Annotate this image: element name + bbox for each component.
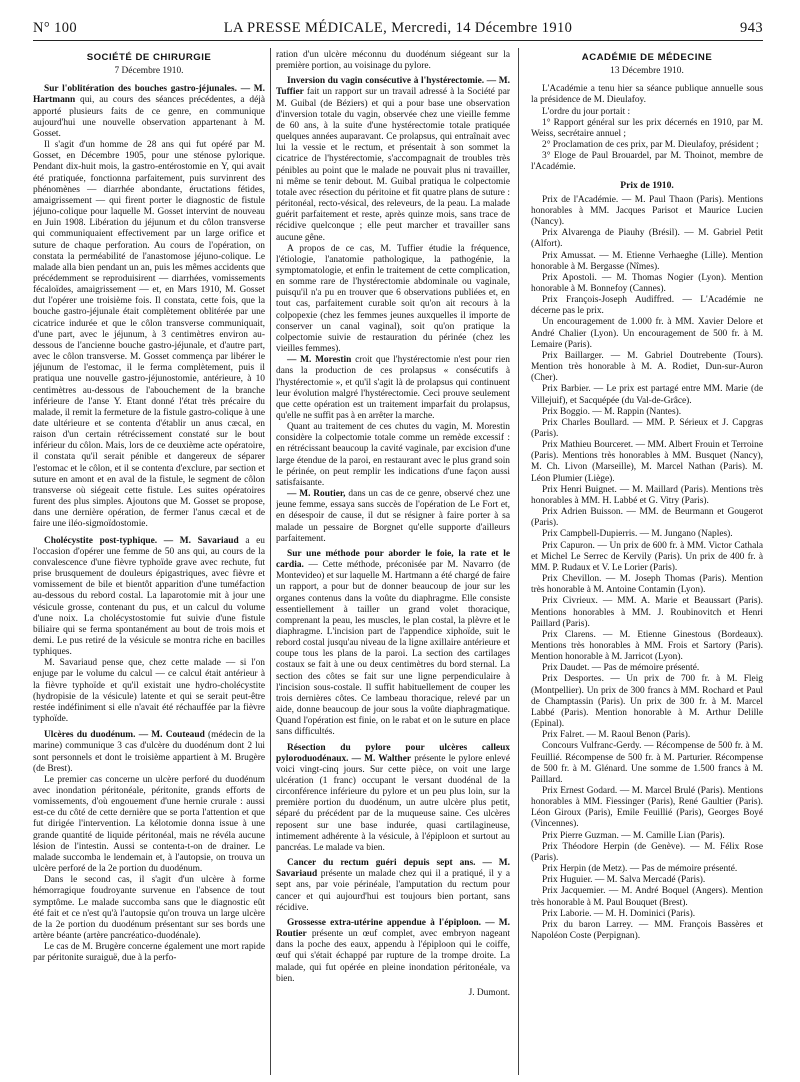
article-paragraph: Quant au traitement de ces chutes du vagin, M. Morestin considère la colpectomie totale comme un remède excessif : en rétrécissant beaucoup la cavité vaginale, par excision d'une large étendue de la paroi, en restaurant avec le plus grand soin le périnée, on peut remplir les indications d'une façon aussi satisfaisante.: [276, 422, 510, 488]
prize-entry: Prix Apostoli. — M. Thomas Nogier (Lyon). Mention honorable à M. Bonnefoy (Cannes).: [531, 272, 763, 294]
article-paragraph: Le cas de M. Brugère concerne également une mort rapide par péritonite suraiguë, due à la perfo-: [33, 942, 265, 964]
article-paragraph: Inversion du vagin consécutive à l'hystérectomie. — M. Tuffier fait un rapport sur un travail adressé à la Société par M. Guibal (de Béziers) et qui a pour base une observation d'inversion totale du vagin, observée chez une vieille femme de 60 ans, à la suite d'une hystérectomie totale pratiquée quelques années auparavant. Ce prolapsus, qui entraînait avec lui la vessie et le rectum, et présentait à son sommet la cicatrice de l'hystérectomie, s'accompagnait de troubles très pénibles au point que le malade ne pouvait plus ni travailler, ni même se tenir debout. M. Guibal pratiqua le colpectomie totale avec résection du péritoine et fit quatre plans de suture : péritonéal, recto-vésical, des releveurs, de la peau. La malade guérit parfaitement et reste, après quinze mois, sans trace de récidive quelconque ; elle peut marcher et travailler sans aucune gêne.: [276, 76, 510, 243]
article-title: — M. Morestin: [287, 355, 352, 366]
article-paragraph: Résection du pylore pour ulcères calleux pyloroduodénaux. — M. Walther présente le pylore enlevé voici vingt-cinq jours. Sur cette pièce, on voit une large ulcération (1 franc) occupant le versant duodénal de la circonférence inférieure du pylore et un peu plus loin, sur la première portion du duodénum, un autre ulcère plus petit, séparé du précédent par de la muqueuse saine. Ces ulcères reposent sur une base indurée, quasi cartilagineuse, intimement adhérente à la vésicule, à l'épiploon et surtout au pancréas. Le malade va bien.: [276, 742, 510, 853]
agenda-item: 2° Proclamation de ces prix, par M. Dieulafoy, président ;: [542, 140, 759, 151]
prize-entry: Prix Clarens. — M. Etienne Ginestous (Bordeaux). Mentions très honorables à MM. Frois et Sartory (Paris). Mention honorable à M. Jarricot (Lyon).: [531, 629, 763, 663]
article-paragraph: — M. Routier, dans un cas de ce genre, observé chez une jeune femme, essaya sans succès de l'opération de Le Fort et, en désespoir de cause, il dut se résigner à faire porter à sa malade un pessaire de Borgnet qu'elle supporte d'ailleurs parfaitement.: [276, 489, 510, 544]
prize-entry: Prix Alvarenga de Piauhy (Brésil). — M. Gabriel Petit (Alfort).: [531, 228, 763, 250]
prize-entry: Prix Baillarger. — M. Gabriel Doutrebente (Tours). Mention très honorable à M. A. Rodiet, Dun-sur-Auron (Cher).: [531, 350, 763, 384]
prize-entry: Prix Chevillon. — M. Joseph Thomas (Paris). Mention très honorable à M. Antoine Contamin (Lyon).: [531, 574, 763, 596]
column-1: [33, 50, 265, 1075]
prize-entry: Prix François-Joseph Audiffred. — L'Académie ne décerne pas le prix.: [531, 295, 763, 317]
prize-entry: Prix Henri Buignet. — M. Maillard (Paris). Mentions très honorables à MM. H. Labbé et G. Vitry (Paris).: [531, 484, 763, 506]
prize-entry: Prix Barbier. — Le prix est partagé entre MM. Marie (de Villejuif), et Sacquépée (du Val-de-Grâce).: [531, 384, 763, 406]
article-title: Ulcères du duodénum. — M. Couteaud: [44, 730, 205, 741]
article-title: Cancer du rectum guéri depuis sept ans. — M. Savariaud: [276, 858, 510, 880]
prize-entry: Prix Mathieu Bourceret. — MM. Albert Frouin et Terroine (Paris). Mentions très honorables à MM. Busquet (Nancy), M. Ch. Livon (Marseille), M. Marcel Nathan (Paris). M. Léon Plumier (Liège).: [531, 440, 763, 484]
article-paragraph: Grossesse extra-utérine appendue à l'épiploon. — M. Routier présente un œuf complet, avec embryon nageant dans la poche des eaux, appendu à l'épiploon qui le coiffe, œuf qui s'était échappé par rupture de la trompe droite. La malade, qui fut opérée en pleine inondation péritonéale, va bien.: [276, 917, 510, 984]
prize-entry: Prix Huguier. — M. Salva Mercadé (Paris).: [542, 875, 706, 886]
article-title: Sur l'oblitération des bouches gastro-jéjunales. — M. Hartmann: [33, 84, 265, 106]
article-paragraph: Sur l'oblitération des bouches gastro-jéjunales. — M. Hartmann qui, au cours des séances précédentes, a déjà apporté plusieurs faits de ce genre, en communique aujourd'hui une nouvelle observation appartenant à M. Gosset.: [33, 84, 265, 139]
prize-entry: Prix Falret. — M. Raoul Benon (Paris).: [542, 730, 691, 741]
article-title: Sur une méthode pour aborder le foie, la rate et le cardia.: [276, 548, 510, 571]
prize-entry: Concours Vulfranc-Gerdy. — Récompense de 500 fr. à M. Feuillié. Récompense de 500 fr. à M. Parturier. Récompense de 500 fr. à M. Glénard. Une somme de 1.500 francs à M. Paillard.: [531, 741, 763, 785]
prize-entry: Prix Campbell-Dupierris. — M. Jungano (Naples).: [542, 529, 733, 540]
article-title: Résection du pylore pour ulcères calleux pyloroduodénaux. — M. Walther: [276, 742, 510, 764]
column-divider-1: [270, 48, 271, 1075]
column-3: [531, 50, 763, 1075]
article-paragraph: Cancer du rectum guéri depuis sept ans. — M. Savariaud présente un malade chez qui il a pratiqué, il y a sept ans, par voie périnéale, l'amputation du rectum pour cancer et qui aujourd'hui est toujours bien portant, sans récidive.: [276, 858, 510, 913]
article-paragraph: Dans le second cas, il s'agit d'un ulcère à forme hémorragique foudroyante survenue en l'absence de tout symptôme. Le malade succomba sans que le diagnostic eût été fait et ce n'est qu'à l'autopsie qu'on trouva un large ulcère de la 2e portion du duodénum présentant sur ses bords une artère béante (artère pancréatico-duodénale).: [33, 875, 265, 942]
prize-entry: Prix de l'Académie. — M. Paul Thaon (Paris). Mentions honorables à MM. Jacques Parisot et Maurice Lucien (Nancy).: [531, 194, 763, 228]
agenda-item: 1° Rapport général sur les prix décernés en 1910, par M. Weiss, secrétaire annuel ;: [531, 117, 763, 139]
author-signature: J. Dumont.: [468, 987, 510, 998]
prize-entry: Prix Desportes. — Un prix de 700 fr. à M. Fleig (Montpellier). Un prix de 300 francs à MM. Rochard et Paul de Champtassin (Paris). Un prix de 300 fr. à M. Marcel Labbé (Paris). Mention honorable à M. Arthur Delille (Epinal).: [531, 674, 763, 730]
header-rule: [33, 40, 763, 41]
article-paragraph: — M. Morestin croit que l'hystérectomie n'est pour rien dans la production de ces prolapsus « consécutifs à l'hystérectomie », et qu'il s'agit là de prolapsus qui continuent leur évolution malgré l'hystérectomie. Ceci prouve seulement que cette opération est un traitement imparfait du prolapsus, qu'elle ne suffit pas à en arrêter la marche.: [276, 355, 510, 421]
article-paragraph: Cholécystite post-typhique. — M. Savariaud a eu l'occasion d'opérer une femme de 50 ans qui, au cours de la convalescence d'une fièvre typhoïde grave avec rechute, fut prise brusquement de douleurs épigastriques, avec fièvre et vomissement de bile et bientôt apparition d'une tuméfaction au-dessous du rebord costal. La laparotomie mit à jour une vésicule grosse, contenant du pus, et un calcul du volume d'une noix. La cholécystostomie fut suivie d'une fistule biliaire qui se ferma spontanément au bout de trois mois et demi. Le pus retiré de la vésicule se montra riche en bacilles typhiques.: [33, 535, 265, 658]
prize-entry: Prix Jacquemier. — M. André Boquel (Angers). Mention très honorable à M. Paul Bouquet (Brest).: [531, 886, 763, 908]
page-number: 943: [740, 20, 763, 36]
column-2: [276, 50, 510, 1075]
article-paragraph: Ulcères du duodénum. — M. Couteaud (médecin de la marine) communique 3 cas d'ulcère du duodénum dont 2 lui sont personnels et dont le troisième appartient à M. Brugère (de Brest).: [33, 730, 265, 774]
section-date: 13 Décembre 1910.: [610, 66, 684, 77]
issue-number: N° 100: [33, 20, 78, 36]
prize-entry: Prix Théodore Herpin (de Genève). — M. Félix Rose (Paris).: [531, 841, 763, 863]
column-divider-2: [518, 48, 519, 1075]
article-title: Inversion du vagin consécutive à l'hystérectomie. — M. Tuffier: [276, 76, 510, 98]
article-title: — M. Routier,: [287, 489, 346, 500]
article-paragraph: Sur une méthode pour aborder le foie, la rate et le cardia. — Cette méthode, préconisée par M. Navarro (de Montevideo) et sur laquelle M. Hartmann a été chargé de faire un rapport, a pour but de donner beaucoup de jour sur les organes contenus dans la voûte du diaphragme. Elle consiste essentiellement à tailler un grand volet thoracique, comprenant la peau, les muscles, le plan costal, la plèvre et le diaphragme. L'incision part de l'appendice xiphoïde, suit le rebord costal jusqu'au niveau de la ligne axillaire antérieure et coupe tous les plans de la paroi. La section des cartilages costaux se fait à une ou deux centimètres du bord sternal. La section des côtes se fait sur une ligne perpendiculaire à l'incision sous-costale. Il suffit habituellement de couper les trois dernières côtes. Ce lambeau thoracique, relevé par un aide, donne beaucoup de jour sous la voûte diaphragmatique. Quand l'opération est finie, on le rabat et on le suture en place sans difficultés.: [276, 548, 510, 738]
prize-entry: Prix Daudet. — Pas de mémoire présenté.: [542, 663, 700, 674]
prize-entry: Prix du baron Larrey. — MM. François Bassères et Napoléon Coste (Perpignan).: [531, 919, 763, 942]
prize-entry: Prix Pierre Guzman. — M. Camille Lian (Paris).: [542, 830, 725, 841]
prizes-title: Prix de 1910.: [620, 179, 674, 191]
prize-entry: Prix Boggio. — M. Rappin (Nantes).: [542, 406, 682, 417]
prize-entry: Prix Ernest Godard. — M. Marcel Brulé (Paris). Mentions honorables à MM. Fiessinger (Paris), René Gaultier (Paris). Léon Giroux (Paris), Emile Feuillié (Paris), Georges Boyé (Vincennes).: [531, 786, 763, 830]
prize-entry: Prix Herpin (de Metz). — Pas de mémoire présenté.: [542, 864, 738, 875]
article-paragraph: M. Savariaud pense que, chez cette malade — si l'on enjuge par le volume du calcul — ce calcul était antérieur à la fièvre typhoïde et qu'il existait une hydro-cholécystite (hydropisie de la vésicule) latente et qui se serait peut-être restée indéfiniment si elle n'avait été réchauffée par la fièvre typhoïde.: [33, 658, 265, 725]
article-title: Grossesse extra-utérine appendue à l'épiploon. — M. Routier: [276, 917, 510, 940]
prize-entry: Prix Amussat. — M. Etienne Verhaeghe (Lille). Mention honorable à M. Bergasse (Nîmes).: [531, 250, 763, 272]
article-paragraph: Le premier cas concerne un ulcère perforé du duodénum avec inondation péritonéale, péritonite, grands efforts de vomissements, d'où engouement d'une hernie crurale : aussi est-ce du côté de cette dernière que se porta l'attention et que fut dirigée l'intervention. La kélotomie donna issue à une grande quantité de liquide péritonéal, mais ne révéla aucune lésion de l'intestin. Aussi se contenta-t-on de drainer. Le malade succomba le lendemain et, à l'autopsie, on trouva un ulcère perforé de la 2e portion du duodénum.: [33, 774, 265, 875]
agenda-item: 3° Eloge de Paul Brouardel, par M. Thoinot, membre de l'Académie.: [531, 151, 763, 173]
prize-entry: Un encouragement de 1.000 fr. à MM. Xavier Delore et André Chalier (Lyon). Un encouragement de 500 fr. à M. Lemaire (Paris).: [531, 317, 763, 350]
prize-entry: Prix Capuron. — Un prix de 600 fr. à MM. Victor Cathala et Michel Le Serrec de Kervily (Paris). Un prix de 400 fr. à MM. P. Rudaux et V. Le Lorier (Paris).: [531, 540, 763, 573]
prize-entry: Prix Adrien Buisson. — MM. de Beurmann et Gougerot (Paris).: [531, 507, 763, 529]
article-paragraph: ration d'un ulcère méconnu du duodénum siégeant sur la première portion, au voisinage du pylore.: [276, 50, 510, 72]
masthead-title: LA PRESSE MÉDICALE, Mercredi, 14 Décembre 1910: [223, 20, 573, 36]
article-paragraph: Il s'agit d'un homme de 28 ans qui fut opéré par M. Gosset, en Décembre 1905, pour une sténose pylorique. Pendant dix-huit mois, la gastro-entérostomie en Y, qui avait été pratiquée, fonctionna parfaitement, puis survinrent des phénomènes — diarrhée abondante, éructations fétides, amaigrissement — qui firent porter le diagnostic de fistule jéjuno-colique pour laquelle M. Gosset intervint de nouveau en Juin 1908. Libération du jéjunum et du côlon transverse qui communiquaient effectivement par un large orifice et suture de chaque perforation. Au cours de l'opération, on constata la perméabilité de l'anastomose jéjuno-colique. Le malade alla bien pendant un an, puis les mêmes accidents que précédemment se reproduisirent — diarrhées, vomissements fécaloïdes, amaigrissement — et, en Mars 1910, M. Gosset dut l'opérer une troisième fois. Il constata, cette fois, que la bouche gastro-jéjunale était complètement oblitérée par une cicatrice indurée et que le côlon transverse communiquait, d'une part, avec le jéjunum, à 3 centimètres environ au-dessous de l'ancienne bouche gastro-jéjunale, et d'autre part, avec le côlon transverse. M. Gosset commença par libérer le jéjunum de l'estomac, il le ferma complètement, puis il pratiqua une nouvelle gastro-jéjunostomie, antérieure, à 10 centimètres au-dessous de l'abouchement de la branche inférieure de l'anse Y. Etant donné l'état très précaire du malade, il remit la fermeture de la fistule gastro-colique à une date ultérieure et se contenta d'établir un anus cæcal, en raison d'un certain rétrécissement constaté sur le bout inférieur du côlon. Mais, lors de ce deuxième acte opératoire, il constata qu'il serait pénible et dangereux de séparer l'estomac et le côlon, et il se contenta d'exclure, par section et suture en amont et en aval de la fistule, le segment de côlon transverse où siégeait cette fistule. Les suites opératoires furent des plus simples. Ajoutons que M. Gosset se propose, dans une dernière opération, de fermer l'anus cæcal et de faire une iléo-sigmoïdostomie.: [33, 140, 265, 530]
prize-list: [531, 195, 763, 942]
prize-entry: Prix Civrieux. — MM. A. Marie et Beaussart (Paris). Mentions honorables à MM. J. Roubinovitch et Henri Paillard (Paris).: [531, 596, 763, 629]
section-title-academy: ACADÉMIE DE MÉDECINE: [581, 52, 713, 63]
intro-paragraph: L'Académie a tenu hier sa séance publique annuelle sous la présidence de M. Dieulafoy.: [531, 84, 763, 106]
agenda-heading: L'ordre du jour portait :: [542, 106, 631, 117]
prize-entry: Prix Charles Boullard. — MM. P. Sérieux et J. Capgras (Paris).: [531, 417, 763, 439]
article-title: Cholécystite post-typhique. — M. Savariaud: [44, 535, 239, 546]
section-title-surgery: SOCIÉTÉ DE CHIRURGIE: [86, 52, 212, 63]
section-date: 7 Décembre 1910.: [114, 66, 184, 77]
article-paragraph: A propos de ce cas, M. Tuffier étudie la fréquence, l'étiologie, l'anatomie pathologique, la pathogénie, la symptomatologie, et enfin le traitement de cette complication, en somme rare de l'hystérectomie abdominale ou vaginale, puisqu'il n'a pu en trouver que 6 observations publiées et, en tout cas, parfaitement curable soit qu'on ait recours à la colpopexie (chez les femmes jeunes auxquelles il importe de conserver un canal vaginal), soit qu'on pratique la colpectomie suivie de restauration du périnée (chez les vieilles femmes).: [276, 243, 510, 355]
prize-entry: Prix Laborie. — M. H. Dominici (Paris).: [542, 908, 696, 919]
